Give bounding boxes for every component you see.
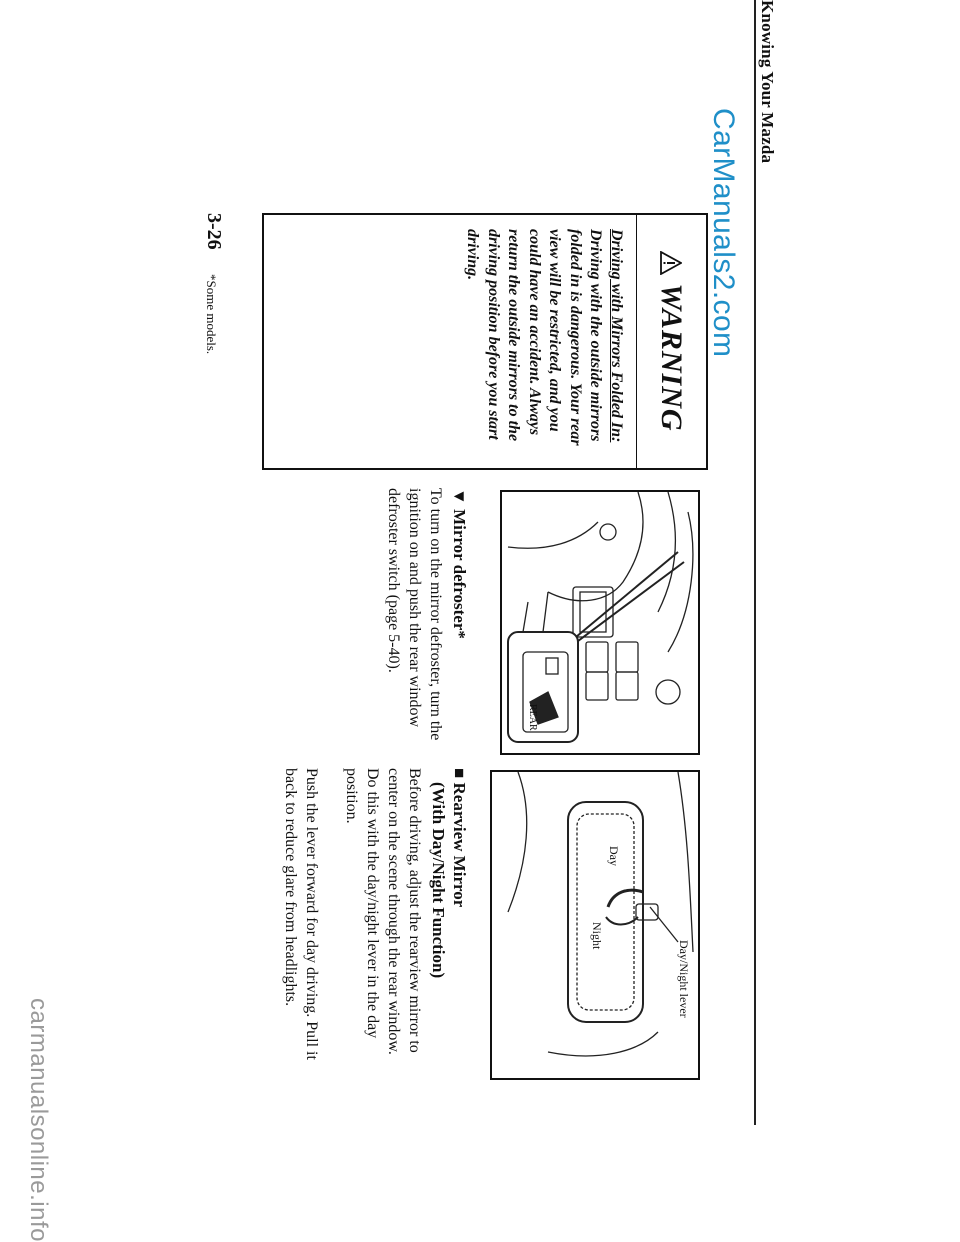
warning-triangle-icon [661, 251, 683, 275]
warning-text: Driving with the outside mirrors folded in is dangerous. Your rear view will be restricted, and you could have an accident. Always return the outside mirrors to the driving position before you start driving. [464, 229, 605, 446]
mirror-defroster-heading: ▼ Mirror defroster* [450, 488, 469, 639]
watermark-bottom[interactable]: carmanualsonline.info [25, 998, 52, 1242]
rearview-mirror-heading [428, 768, 470, 1068]
warning-box [262, 213, 708, 470]
section-header-title: Knowing Your Mazda [758, 0, 777, 164]
warning-header [636, 215, 706, 468]
rearview-mirror-text-1: Before driving, adjust the rearview mirror to center on the scene through the rear window. Do this with the day/night lever in the day position. [343, 768, 423, 1055]
rearview-mirror-text-2: Push the lever forward for day driving. Pull it back to reduce glare from headlights. [282, 768, 320, 1060]
defroster-switch-figure [500, 490, 700, 755]
warning-body [462, 229, 626, 457]
header-rule [755, 0, 757, 1125]
rearview-mirror-illustration [492, 772, 698, 1078]
watermark-top[interactable]: CarManuals2.com [707, 108, 740, 358]
night-label: Night [590, 922, 604, 950]
warning-subtitle: Driving with Mirrors Folded In: [608, 229, 625, 443]
rearview-mirror-heading-line2: (With Day/Night Function) [429, 782, 448, 979]
warning-label: WARNING [655, 283, 689, 432]
rearview-mirror-figure [490, 770, 700, 1080]
dashboard-illustration [502, 492, 698, 753]
page-number: 3-26 [203, 213, 225, 250]
mirror-defroster-text: To turn on the mirror defroster, turn the ignition on and push the rear window defroster switch (page 5-40). [385, 488, 444, 741]
rear-switch-label: REAR [527, 704, 538, 731]
day-label: Day [607, 846, 621, 866]
day-night-lever-label: Day/Night lever [677, 940, 691, 1018]
rearview-mirror-heading-line1: ■ Rearview Mirror [450, 768, 469, 908]
footnote: *Some models. [204, 274, 219, 355]
